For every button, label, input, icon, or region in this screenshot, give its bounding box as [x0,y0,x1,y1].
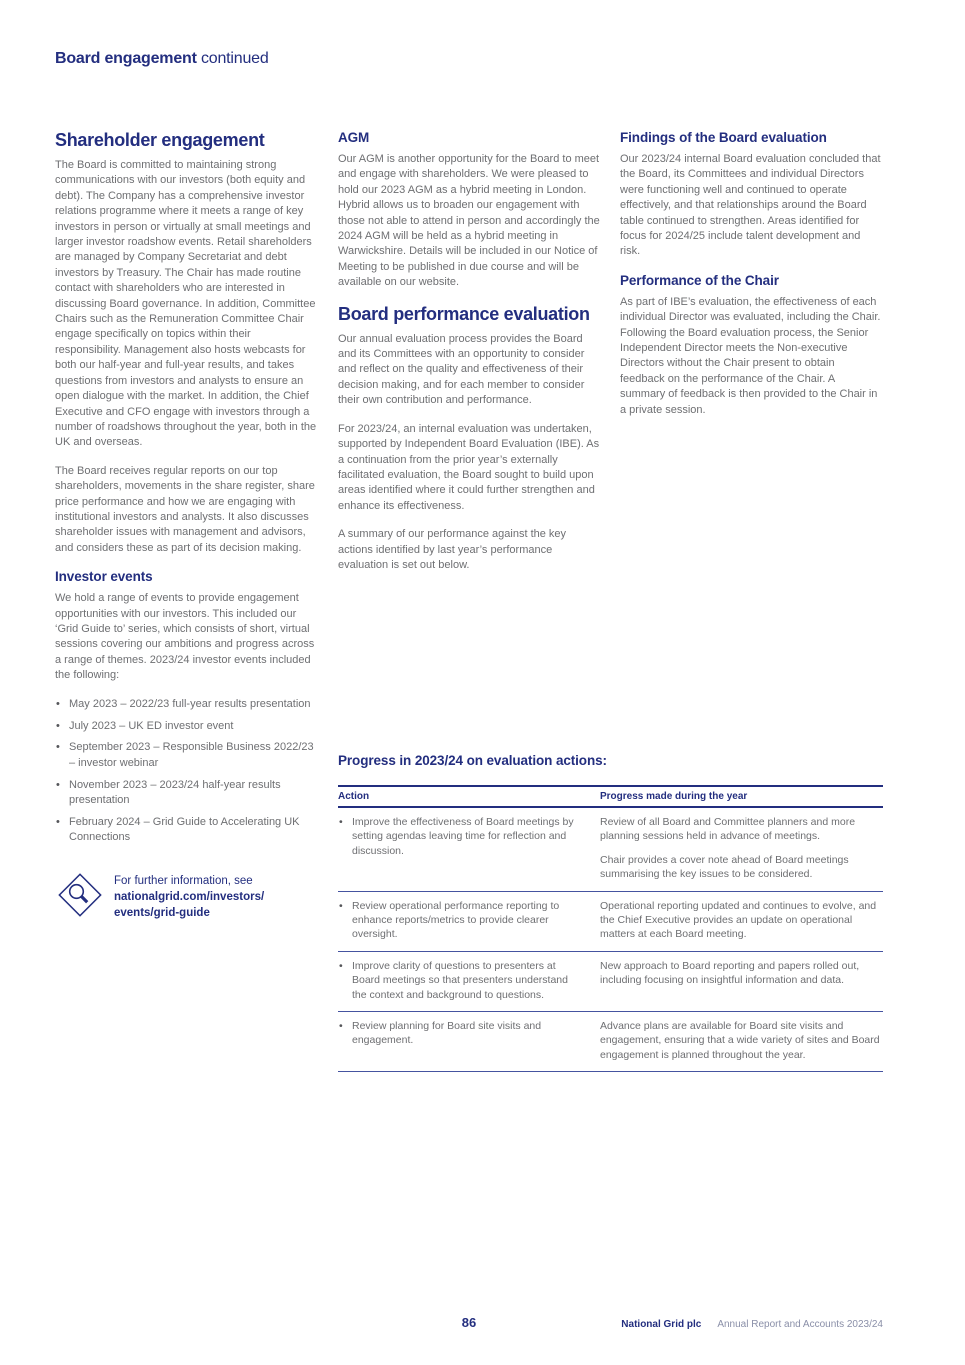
further-information-line: For further information, see [114,874,253,887]
page-title-bold: Board engagement [55,50,197,67]
shareholder-engagement-heading: Shareholder engagement [55,130,265,150]
list-item: • July 2023 – UK ED investor event [55,719,317,734]
progress-cell [600,1012,883,1072]
list-item: • November 2023 – 2023/24 half-year results presentation [55,778,317,809]
action-cell: • Improve clarity of questions to presenters at Board meetings so that presenters understand the context and background to questions. [338,951,600,1011]
list-item: • February 2024 – Grid Guide to Accelerating UK Connections [55,815,317,846]
column-header-action: Action [338,786,600,807]
shareholder-paragraph-2: The Board receives regular reports on our top shareholders, movements in the share register, share price performance and how we are engaging with institutional investors and analysts. It also discusses shareholder issues with management and advisors, and considers these as part of its decision making. [55,464,315,554]
list-item: • September 2023 – Responsible Business 2022/23 – investor webinar [55,740,317,771]
footer [621,1319,883,1330]
progress-cell [600,951,883,1011]
table-row [338,951,883,1011]
progress-paragraph: Advance plans are available for Board site visits and engagement, ensuring that a wide variety of sites and Board engagement is planned throughout the year. [600,1020,880,1061]
performance-of-chair-paragraph: As part of IBE’s evaluation, the effectiveness of each individual Director was evaluated, including the Chair. Following the Board evaluation process, the Senior Independent Director meets the Non-executive Directors without the Chair present to obtain feedback on the performance of the Chair. A summary of feedback is then provided to the Chair in a private session. [620,295,881,416]
action-cell: • Improve the effectiveness of Board meetings by setting agendas leaving time for reflection and discussion. [338,807,600,891]
progress-paragraph: Operational reporting updated and continues to evolve, and the Chief Executive provides an update on operational matters at each Board meeting. [600,899,877,941]
evaluation-progress-section [338,753,883,1072]
column-header-progress: Progress made during the year [600,786,883,807]
footer-company-name: National Grid plc [621,1319,702,1330]
progress-table-title: Progress in 2023/24 on evaluation actions: [338,753,607,768]
investor-events-paragraph: We hold a range of events to provide engagement opportunities with our investors. This included our ‘Grid Guide to’ series, which consists of short, virtual sessions covering our ambitions and progress across a range of themes. 2023/24 investor events included the following: [55,592,315,682]
progress-paragraph: New approach to Board reporting and papers rolled out, including focusing on insightful information and data. [600,959,860,987]
agm-heading: AGM [338,130,370,145]
progress-paragraph: Review of all Board and Committee planners and more planning sessions held in advance of meetings. [600,816,856,843]
further-information-text [114,870,264,921]
progress-cell [600,891,883,951]
evaluation-paragraph-3: A summary of our performance against the key actions identified by last year’s performance evaluation is set out below. [338,528,567,571]
investor-events-list [55,697,317,846]
performance-of-chair-heading: Performance of the Chair [620,272,779,288]
page-number: 86 [461,1315,477,1330]
agm-paragraph: Our AGM is another opportunity for the Board to meet and engage with shareholders. We were pleased to hold our 2023 AGM as a hybrid meeting in London. Hybrid allows us to broaden our engagement with those not able to attend in person and accordingly the 2024 AGM will be held as a hybrid meeting in Warwickshire. Details will be included in our Notice of Meeting to be published in due course and will be available on our website. [338,153,600,289]
evaluation-paragraph-1: Our annual evaluation process provides the Board and its Committees with an opportunity to consider and reflect on the quality and effectiveness of their decision making, and for each member to consider their own contribution and performance. [338,332,585,407]
column-shareholder-engagement [55,130,317,925]
action-cell: • Review planning for Board site visits and engagement. [338,1012,600,1072]
evaluation-actions-table [338,785,883,1072]
investors-events-link[interactable]: nationalgrid.com/investors/ [114,890,265,903]
investors-events-link[interactable]: events/grid-guide [114,906,210,919]
findings-paragraph: Our 2023/24 internal Board evaluation concluded that the Board, its Committees and individual Directors were functioning well and continued to operate effectively, and that relationships around the Board table continued to strengthen. Areas identified for focus for 2024/25 include talent development and risk. [620,153,881,258]
page-title-continued: continued [196,50,269,67]
progress-paragraph: Chair provides a cover note ahead of Board meetings summarising the key issues to be considered. [600,853,849,881]
list-item: • May 2023 – 2022/23 full-year results presentation [55,697,317,712]
page-title [55,50,269,68]
footer-report-title: Annual Report and Accounts 2023/24 [717,1319,883,1330]
evaluation-paragraph-2: For 2023/24, an internal evaluation was undertaken, supported by Independent Board Evaluation (IBE). As a continuation from the prior year’s externally facilitated evaluation, the Board sought to build upon areas identified where it could further strengthen and enhance its effectiveness. [338,422,600,512]
column-findings-chair [620,130,882,431]
further-information-note [55,870,317,925]
table-header-row [338,786,883,807]
shareholder-paragraph-1: The Board is committed to maintaining strong communications with our investors (both equity and debt). The Company has a comprehensive investor relations programme where it meets a range of key investors in person or virtually at small meetings and larger investor roadshow events. Retail shareholders are managed by Company Secretariat and debt investors by Treasury. The Chair has made routine contact with shareholders who are interested in discussing Board governance. In addition, Committee Chairs such as the Remuneration Committee Chair engage specifically on topics within their responsibility. Management also hosts webcasts for both our half-year and full-year results, and takes questions from investors and analysts to ensure an open dialogue with the market. In addition, the Chief Executive and CFO engage with investors through a number of roadshows throughout the year, both in the UK and overseas. [55,159,317,449]
action-cell: • Review operational performance reporting to enhance reports/metrics to provide clearer oversight. [338,891,600,951]
board-performance-evaluation-heading: Board performance evaluation [338,303,590,324]
column-agm-evaluation [338,130,600,586]
table-row [338,807,883,891]
findings-heading: Findings of the Board evaluation [620,130,827,145]
progress-cell [600,807,883,891]
table-row [338,1012,883,1072]
table-row [338,891,883,951]
magnifier-diamond-icon [55,870,105,925]
investor-events-heading: Investor events [55,569,153,585]
